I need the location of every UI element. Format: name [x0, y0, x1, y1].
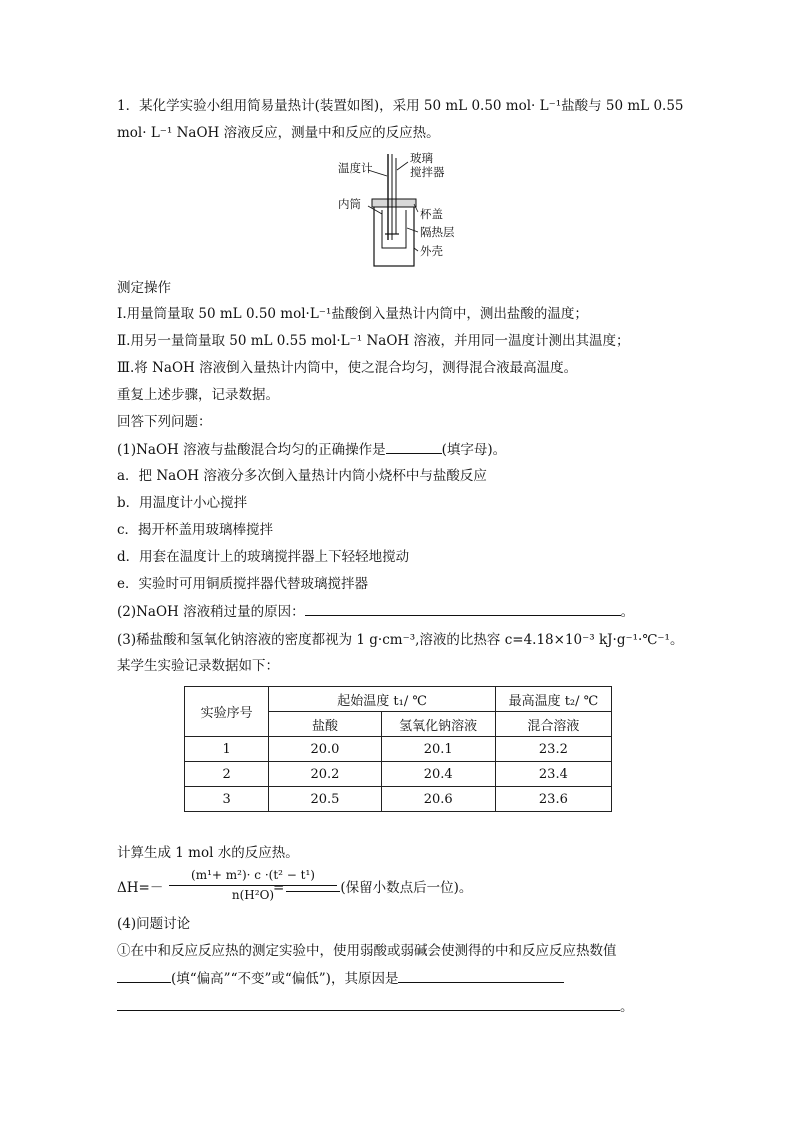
q1-option-d: d．用套在温度计上的玻璃搅拌器上下轻轻地搅动	[117, 549, 410, 565]
calc-intro: 计算生成 1 mol 水的反应热。	[117, 845, 299, 861]
procedure-step3: Ⅲ.将 NaOH 溶液倒入量热计内筒中，使之混合均匀，测得混合液最高温度。	[117, 360, 578, 376]
q1-option-a: a．把 NaOH 溶液分多次倒入量热计内筒小烧杯中与盐酸反应	[117, 468, 487, 484]
cell-mix: 23.2	[495, 737, 611, 762]
procedure-title: 测定操作	[117, 280, 171, 296]
header-max-temp: 最高温度 t₂/ ℃	[495, 687, 611, 712]
table-row	[185, 762, 612, 787]
q4-line3	[117, 996, 634, 1017]
answer-prompt: 回答下列问题：	[117, 414, 212, 430]
table-row	[185, 737, 612, 762]
cell-naoh: 20.1	[381, 737, 495, 762]
cell-mix: 23.4	[495, 762, 611, 787]
q3-table-intro: 某学生实验记录数据如下：	[117, 658, 279, 674]
q3-stem: (3)稀盐酸和氢氧化钠溶液的密度都视为 1 g·cm⁻³,溶液的比热容 c=4.18×10⁻³ kJ·g⁻¹·℃⁻¹。	[117, 632, 684, 648]
formula-numerator: (m¹+ m²)· c ·(t² − t¹)	[169, 866, 337, 886]
cell-no: 2	[185, 762, 269, 787]
cell-hcl: 20.2	[269, 762, 381, 787]
label-inner-cup: 内筒	[338, 197, 361, 211]
q4-title: (4)问题讨论	[117, 916, 191, 932]
formula-equals: =	[273, 880, 285, 896]
label-shell: 外壳	[420, 244, 443, 258]
q4-line2	[117, 968, 564, 989]
header-naoh: 氢氧化钠溶液	[381, 712, 495, 737]
formula-lhs: ΔH=－	[117, 880, 164, 896]
procedure-step1: Ⅰ.用量筒量取 50 mL 0.50 mol·L⁻¹盐酸倒入量热计内筒中，测出盐酸的温度；	[117, 306, 588, 322]
cell-no: 1	[185, 737, 269, 762]
question-intro-line2: mol· L⁻¹ NaOH 溶液反应，测量中和反应的反应热。	[117, 125, 440, 141]
data-table	[184, 686, 612, 812]
q1-option-e: e．实验时可用铜质搅拌器代替玻璃搅拌器	[117, 576, 368, 592]
cell-naoh: 20.6	[381, 787, 495, 812]
q1-answer-blank[interactable]	[386, 439, 442, 454]
q2-answer-blank[interactable]	[305, 601, 621, 616]
table-header-row	[185, 687, 612, 712]
q2-stem	[117, 601, 634, 622]
q4-end: 。	[620, 999, 634, 1015]
q1-stem-a: (1)NaOH 溶液与盐酸混合均匀的正确操作是	[117, 442, 386, 458]
q1-stem	[117, 439, 506, 460]
formula-denominator: n(H²O)	[231, 888, 275, 902]
calc-answer-blank[interactable]	[286, 877, 340, 892]
question-intro-line1: 1．某化学实验小组用简易量热计(装置如图)，采用 50 mL 0.50 mol· L⁻¹盐酸与 50 mL 0.55	[117, 98, 684, 114]
label-thermometer: 温度计	[338, 161, 373, 175]
procedure-step2: Ⅱ.用另一量筒量取 50 mL 0.55 mol·L⁻¹ NaOH 溶液，并用同一温度计测出其温度；	[117, 333, 630, 349]
header-hcl: 盐酸	[269, 712, 381, 737]
header-index: 实验序号	[185, 687, 269, 737]
label-lid: 杯盖	[420, 207, 443, 221]
q1-option-c: c．揭开杯盖用玻璃棒搅拌	[117, 522, 274, 538]
cell-mix: 23.6	[495, 787, 611, 812]
q4-reason-blank-continued[interactable]	[117, 996, 620, 1011]
cell-no: 3	[185, 787, 269, 812]
q1-stem-b: (填字母)。	[441, 442, 507, 458]
procedure-repeat: 重复上述步骤，记录数据。	[117, 387, 279, 403]
q4-reason-blank[interactable]	[398, 968, 564, 983]
calorimeter-figure	[330, 148, 460, 270]
calc-note: (保留小数点后一位)。	[340, 880, 473, 896]
label-glass-stirrer-1: 玻璃	[410, 151, 433, 165]
q4-effect-blank[interactable]	[117, 968, 171, 983]
cell-hcl: 20.5	[269, 787, 381, 812]
q4-line1: ①在中和反应反应热的测定实验中，使用弱酸或弱碱会使测得的中和反应反应热数值	[117, 943, 617, 959]
q4-line2-text: (填“偏高”“不变”或“偏低”)，其原因是	[171, 971, 399, 987]
header-start-temp: 起始温度 t₁/ ℃	[269, 687, 495, 712]
q2-stem-text: (2)NaOH 溶液稍过量的原因：	[117, 604, 305, 620]
table-row	[185, 787, 612, 812]
cell-naoh: 20.4	[381, 762, 495, 787]
label-glass-stirrer-2: 搅拌器	[410, 165, 445, 179]
header-mix: 混合溶液	[495, 712, 611, 737]
label-insulation: 隔热层	[420, 225, 455, 239]
q1-option-b: b．用温度计小心搅拌	[117, 495, 248, 511]
cell-hcl: 20.0	[269, 737, 381, 762]
q2-end: 。	[620, 604, 635, 620]
